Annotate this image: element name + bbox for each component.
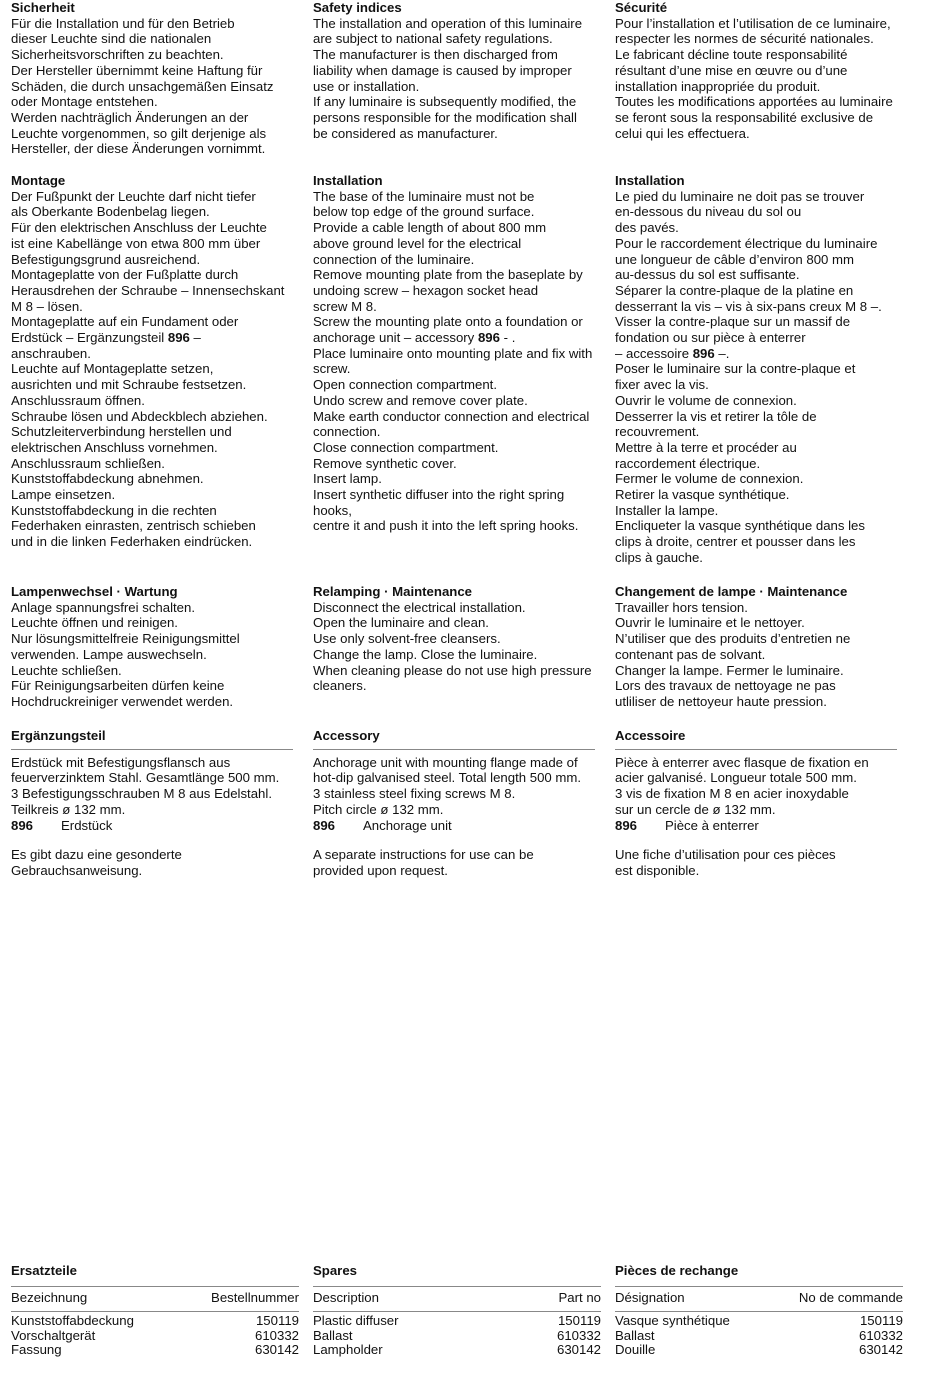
section-heading: Installation	[313, 173, 383, 188]
part-number: 610332	[858, 1327, 903, 1343]
spares-section	[313, 1263, 601, 1357]
part-name: Erdstück	[61, 817, 113, 833]
accessory-section	[11, 728, 293, 879]
section-text: The installation and operation of this luminaire are subject to national safety regulations. The manufacturer is then discharged from liability when damage is caused by improper use or installation. If any luminaire is subsequently modified, the persons responsible for the modification shall be considered as manufacturer.	[313, 15, 583, 141]
part-name: Douille	[615, 1341, 656, 1357]
section-text	[11, 189, 301, 550]
accessory-note: Es gibt dazu eine gesonderte Gebrauchsanweisung.	[11, 847, 182, 878]
installation-section	[11, 173, 301, 550]
accessory-number: 896	[477, 330, 500, 346]
section-heading: Safety indices	[313, 0, 402, 15]
section-text	[615, 189, 905, 566]
spares-header	[615, 1286, 903, 1313]
part-name: Vorschaltgerät	[11, 1327, 96, 1343]
spares-header	[313, 1286, 601, 1313]
part-name: Ballast	[615, 1327, 655, 1343]
col-header-number: Part no	[558, 1289, 601, 1305]
safety-section	[615, 0, 905, 141]
col-header-description: Description	[313, 1289, 379, 1305]
safety-section	[313, 0, 603, 141]
section-text: Pièce à enterrer avec flasque de fixation en acier galvanisé. Longueur totale 500 mm. 3 vis de fixation M 8 en acier inoxydable sur un cercle de ø 132 mm.	[615, 754, 869, 817]
text-part-b: – anschrauben. Leuchte auf Montageplatte setzen, ausrichten und mit Schraube festsetzen. Anschlussraum öffnen. Schraube lösen und Abdeckblech abziehen. Schutzleiterverbindung herstellen und elektrischen Anschluss vornehmen. Anschlussraum schließen. Kunststoffabdeckung abnehmen. Lampe einsetzen. Kunststoffabdeckung in die rechten Federhaken einrasten, zentrisch schieben und in die linken Federhaken eindrücken.	[11, 330, 268, 550]
section-heading: Ersatzteile	[11, 1263, 77, 1278]
part-number: 896	[313, 817, 336, 833]
section-text: Pour l’installation et l’utilisation de ce luminaire, respecter les normes de sécurité nationales. Le fabricant décline toute responsabilité résultant d’une mise en œuvre ou d’une installation inappropriée du produit. Toutes les modifications apportées au luminaire se feront sous la responsabilité exclusive de celui qui les effectuera.	[615, 15, 893, 141]
part-number: 896	[615, 817, 638, 833]
part-name: Lampholder	[313, 1341, 383, 1357]
part-name: Anchorage unit	[363, 817, 452, 833]
text-part-b: - . Place luminaire onto mounting plate and fix with screw. Open connection compartment. Undo screw and remove cover plate. Make earth conductor connection and electrical connection. Close connection compartment. Remove synthetic cover. Insert lamp. Insert synthetic diffuser into the right spring hooks, centre it and push it into the left spring hooks.	[313, 330, 593, 534]
section-heading: Installation	[615, 173, 685, 188]
table-row	[313, 1343, 601, 1357]
part-number: 630142	[556, 1341, 601, 1357]
section-heading: Sicherheit	[11, 0, 75, 15]
part-row	[11, 818, 293, 834]
part-number: 630142	[858, 1341, 903, 1357]
part-number: 610332	[556, 1327, 601, 1343]
part-number: 630142	[254, 1341, 299, 1357]
table-row	[313, 1314, 601, 1328]
part-number: 150119	[859, 1313, 903, 1329]
accessory-section	[615, 728, 897, 879]
part-row	[313, 818, 595, 834]
part-number: 150119	[557, 1313, 601, 1329]
installation-section	[615, 173, 905, 566]
spares-header	[11, 1286, 299, 1313]
safety-section	[11, 0, 301, 157]
section-heading: Changement de lampe · Maintenance	[615, 584, 848, 599]
section-text	[313, 189, 603, 534]
section-text: Erdstück mit Befestigungsflansch aus feuerverzinktem Stahl. Gesamtlänge 500 mm. 3 Befestigungsschrauben M 8 aus Edelstahl. Teilkreis ø 132 mm.	[11, 754, 280, 817]
text-part-b: –. Poser le luminaire sur la contre-plaque et fixer avec la vis. Ouvrir le volume de connexion. Desserrer la vis et retirer la tôle de recouvrement. Mettre à la terre et procéder au raccordement électrique. Fermer le volume de connexion. Retirer la vasque synthétique. Installer la lampe. Encliqueter la vasque synthétique dans les clips à droite, centrer et pousser dans les clips à gauche.	[615, 345, 865, 565]
section-text: Anlage spannungsfrei schalten. Leuchte öffnen und reinigen. Nur lösungsmittelfreie Reinigungsmittel verwenden. Lampe auswechseln. Leuchte schließen. Für Reinigungsarbeiten dürfen keine Hochdruckreiniger verwendet werden.	[11, 599, 240, 709]
spares-section	[11, 1263, 299, 1357]
installation-section	[313, 173, 603, 534]
section-heading: Montage	[11, 173, 66, 188]
col-header-description: Bezeichnung	[11, 1289, 88, 1305]
part-name: Ballast	[313, 1327, 353, 1343]
part-name: Plastic diffuser	[313, 1313, 399, 1329]
part-name: Fassung	[11, 1341, 62, 1357]
section-heading: Spares	[313, 1263, 357, 1278]
text-part-a: Le pied du luminaire ne doit pas se trouver en-dessous du niveau du sol ou des pavés. Pour le raccordement électrique du luminaire une longueur de câble d’environ 800 mm au-dessus du sol est suffisante. Séparer la contre-plaque de la platine en desserrant la vis – vis à six-pans creux M 8 –. Visser la contre-plaque sur un massif de fondation ou sur pièce à enterrer – accessoire	[615, 188, 882, 361]
section-text: Travailler hors tension. Ouvrir le luminaire et le nettoyer. N’utiliser que des produits d’entretien ne contenant pas de solvant. Changer la lampe. Fermer le luminaire. Lors des travaux de nettoyage ne pas utliliser de nettoyeur haute pression.	[615, 599, 851, 709]
accessory-number: 896	[167, 330, 190, 346]
text-part-a: Der Fußpunkt der Leuchte darf nicht tiefer als Oberkante Bodenbelag liegen. Für den elektrischen Anschluss der Leuchte ist eine Kabellänge von etwa 800 mm über Befestigungsgrund ausreichend. Montageplatte von der Fußplatte durch Herausdrehen der Schraube – Innensechskant M 8 – lösen. Montageplatte auf ein Fundament oder Erdstück – Ergänzungsteil	[11, 188, 285, 346]
col-header-number: Bestellnummer	[211, 1289, 299, 1305]
part-name: Vasque synthétique	[615, 1313, 730, 1329]
table-row	[615, 1314, 903, 1328]
table-row	[615, 1329, 903, 1343]
table-row	[11, 1343, 299, 1357]
section-heading: Sécurité	[615, 0, 668, 15]
part-name: Kunststoffabdeckung	[11, 1313, 134, 1329]
section-text: Für die Installation und für den Betrieb dieser Leuchte sind die nationalen Sicherheitsvorschriften zu beachten. Der Hersteller übernimmt keine Haftung für Schäden, die durch unsachgemäßen Einsatz oder Montage entstehen. Werden nachträglich Änderungen an der Leuchte vorgenommen, so gilt derjenige als Hersteller, der diese Änderungen vornimmt.	[11, 15, 274, 157]
maintenance-section	[313, 584, 603, 694]
table-row	[615, 1343, 903, 1357]
section-text: Anchorage unit with mounting flange made of hot-dip galvanised steel. Total length 500 mm. 3 stainless steel fixing screws M 8. Pitch circle ø 132 mm.	[313, 754, 582, 817]
spares-section	[615, 1263, 903, 1357]
part-row	[615, 818, 897, 834]
accessory-note: Une fiche d’utilisation pour ces pièces est disponible.	[615, 847, 836, 878]
col-header-number: No de commande	[798, 1289, 903, 1305]
part-number: 150119	[255, 1313, 299, 1329]
maintenance-section	[11, 584, 301, 710]
text-part-a: The base of the luminaire must not be below top edge of the ground surface. Provide a cable length of about 800 mm above ground level for the electrical connection of the luminaire. Remove mounting plate from the baseplate by undoing screw – hexagon socket head screw M 8. Screw the mounting plate onto a foundation or anchorage unit – accessory	[313, 188, 583, 346]
maintenance-section	[615, 584, 905, 710]
table-row	[313, 1329, 601, 1343]
table-row	[11, 1329, 299, 1343]
part-number: 896	[11, 817, 34, 833]
section-text: Disconnect the electrical installation. Open the luminaire and clean. Use only solvent-free cleansers. Change the lamp. Close the luminaire. When cleaning please do not use high pressure cleaners.	[313, 599, 592, 694]
accessory-note: A separate instructions for use can be provided upon request.	[313, 847, 534, 878]
col-header-description: Désignation	[615, 1289, 685, 1305]
section-heading: Accessory	[313, 728, 595, 750]
section-heading: Lampenwechsel · Wartung	[11, 584, 178, 599]
section-heading: Relamping · Maintenance	[313, 584, 473, 599]
section-heading: Pièces de rechange	[615, 1263, 739, 1278]
section-heading: Ergänzungsteil	[11, 728, 293, 750]
accessory-number: 896	[692, 345, 715, 361]
part-number: 610332	[254, 1327, 299, 1343]
accessory-section	[313, 728, 595, 879]
table-row	[11, 1314, 299, 1328]
section-heading: Accessoire	[615, 728, 897, 750]
part-name: Pièce à enterrer	[665, 817, 759, 833]
